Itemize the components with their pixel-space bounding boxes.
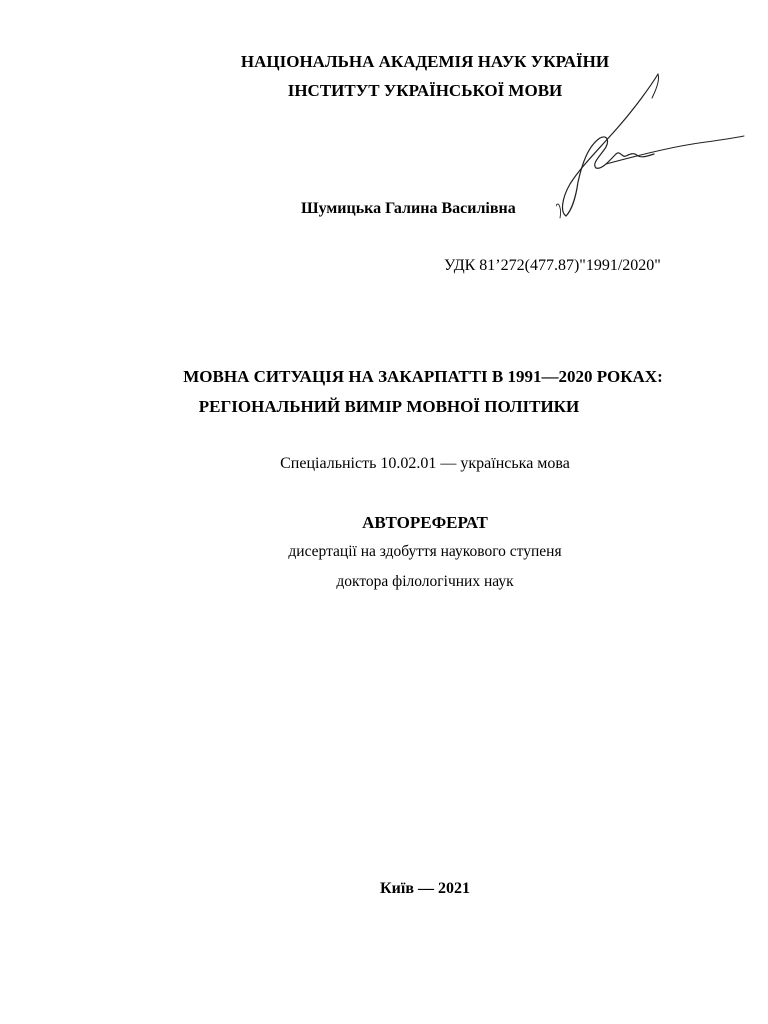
udc-code: УДК 81’272(477.87)"1991/2020" (444, 257, 661, 274)
handwritten-signature (556, 72, 746, 222)
document-type: АВТОРЕФЕРАТ (362, 513, 488, 532)
purpose-line-1: дисертації на здобуття наукового ступеня (288, 543, 562, 560)
author-name: Шумицька Галина Василівна (301, 200, 516, 217)
academy-heading: НАЦІОНАЛЬНА АКАДЕМІЯ НАУК УКРАЇНИ (240, 52, 610, 71)
title-line-2: РЕГІОНАЛЬНИЙ ВИМІР МОВНОЇ ПОЛІТИКИ (198, 397, 580, 416)
institute-heading: ІНСТИТУТ УКРАЇНСЬКОЇ МОВИ (287, 81, 563, 100)
purpose-line-2: доктора філологічних наук (336, 573, 514, 590)
place-year: Київ — 2021 (380, 880, 470, 897)
title-line-1: МОВНА СИТУАЦІЯ НА ЗАКАРПАТТІ В 1991—2020 РОКАХ: (183, 367, 663, 386)
specialty: Спеціальність 10.02.01 — українська мова (280, 455, 570, 472)
